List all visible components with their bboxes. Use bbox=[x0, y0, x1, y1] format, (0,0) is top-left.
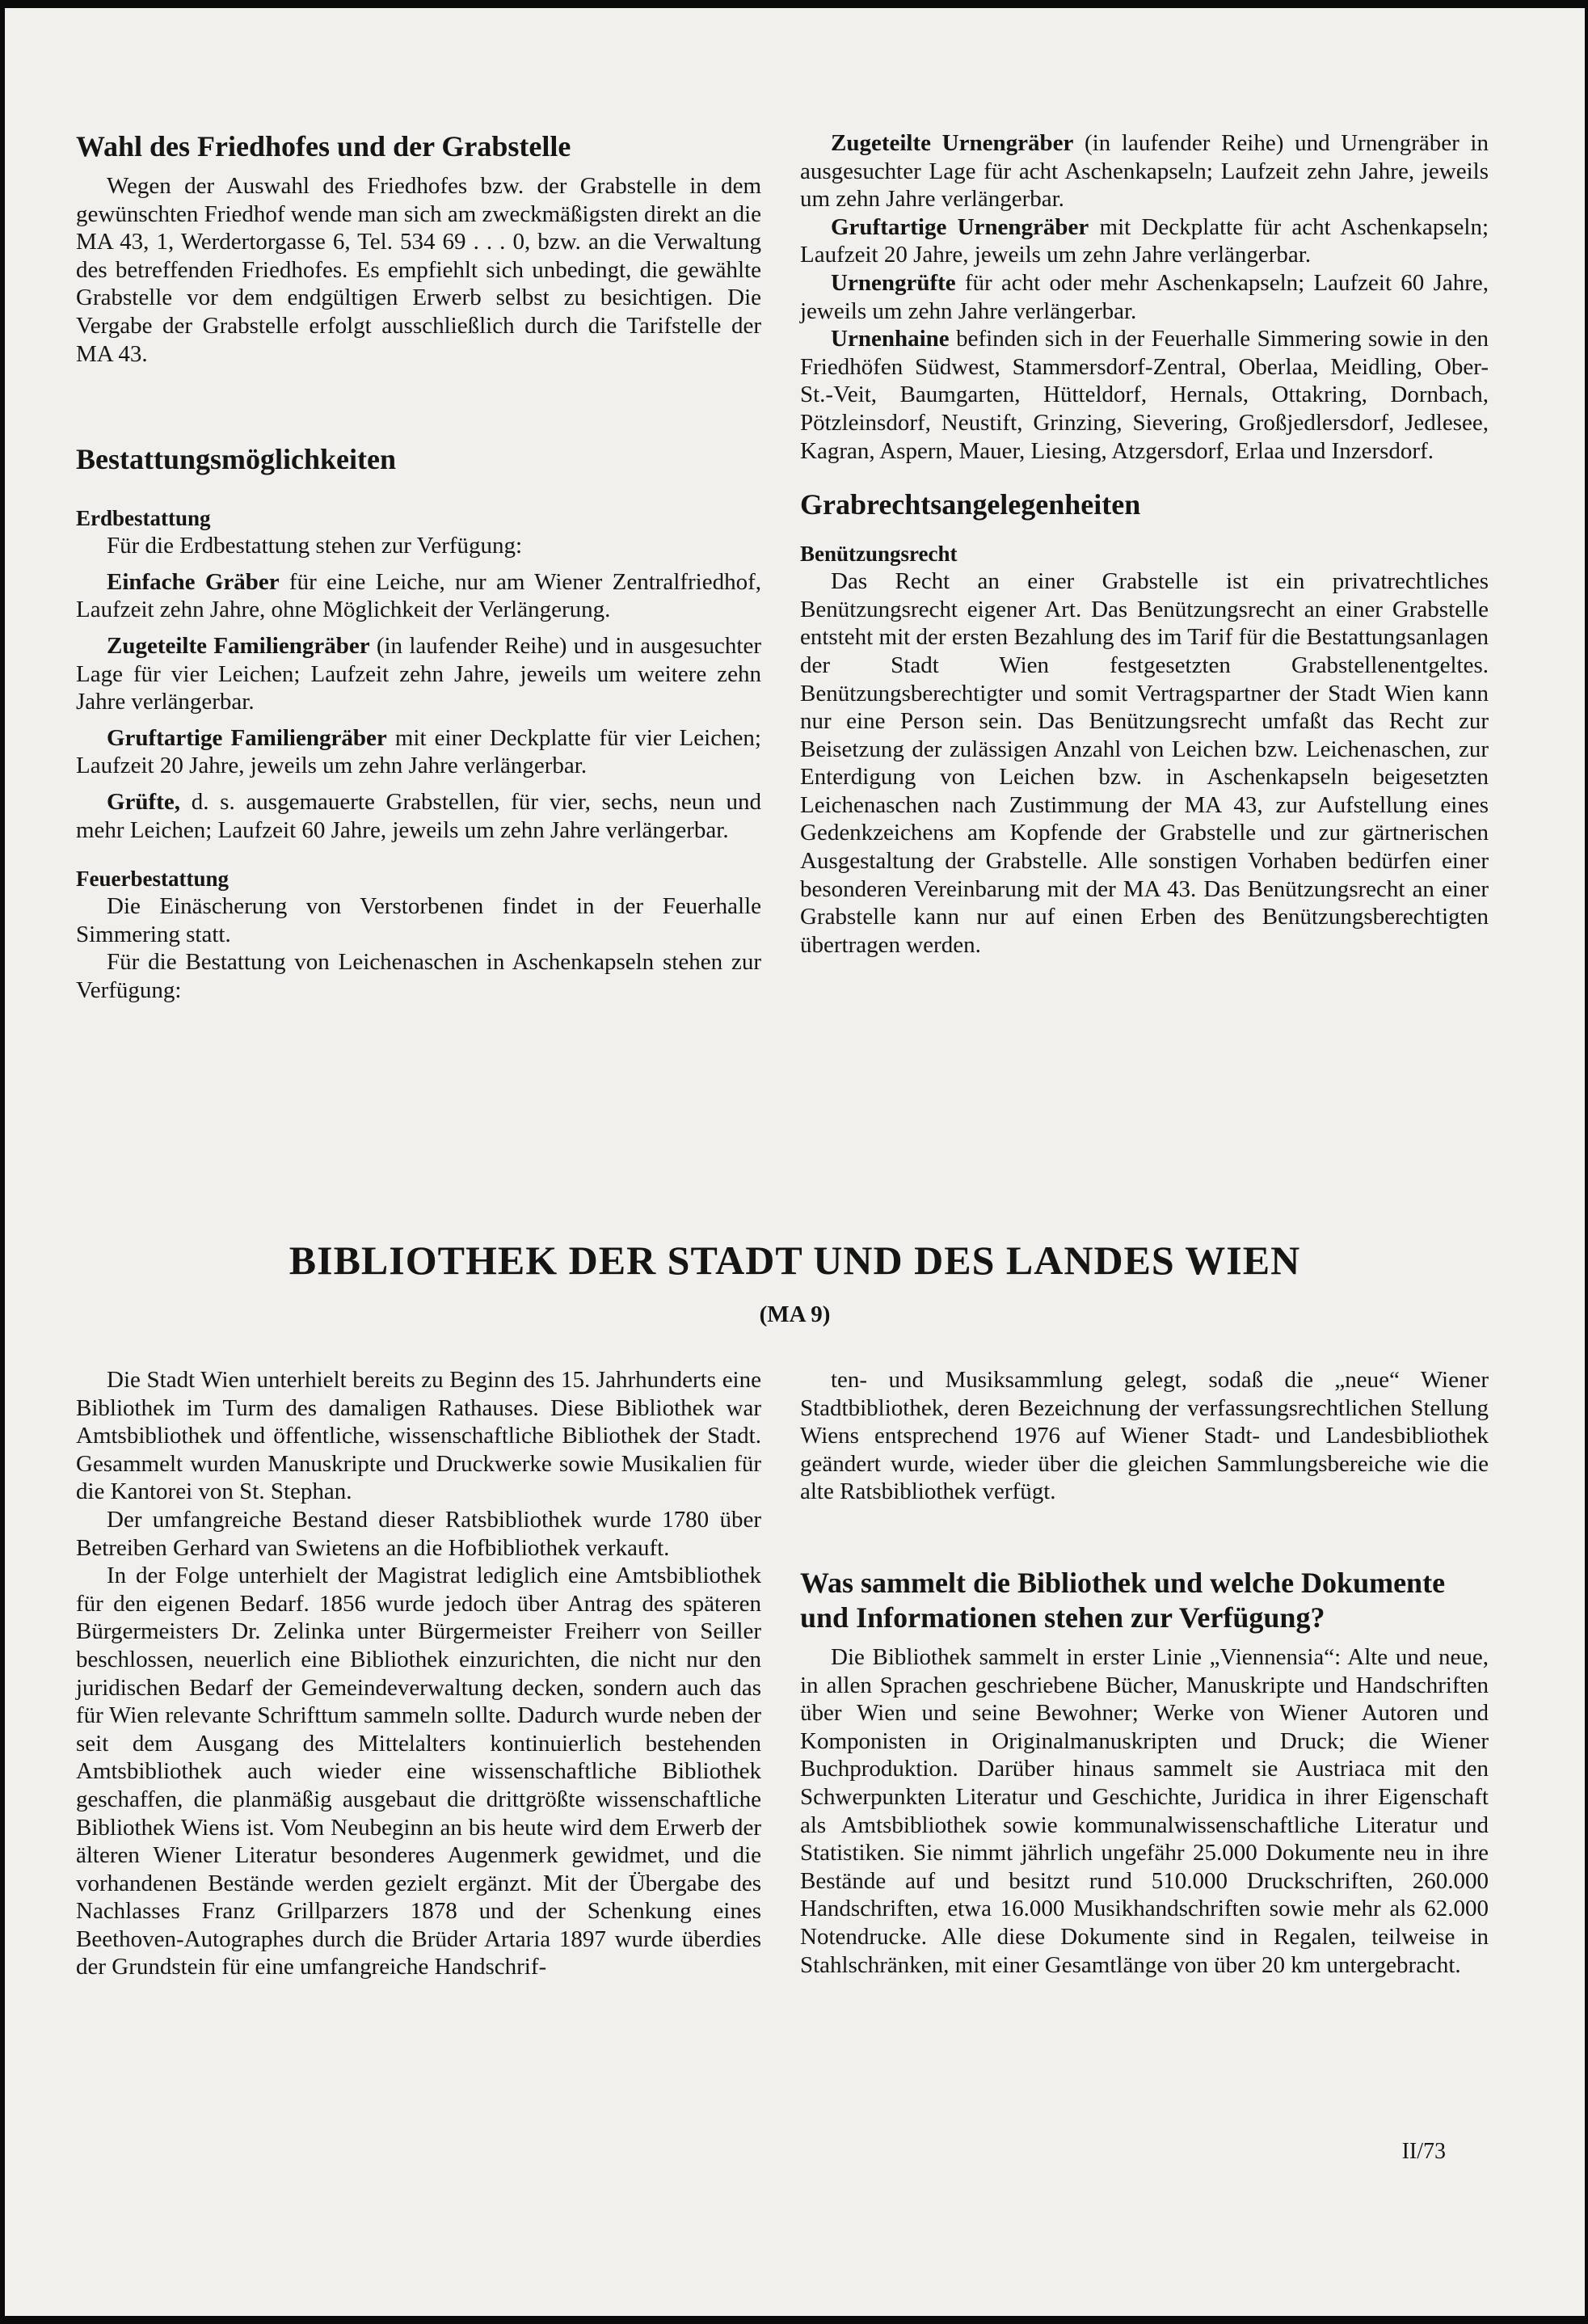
zugeteilte-familiengraeber-paragraph bbox=[76, 632, 761, 716]
wahl-heading: Wahl des Friedhofes und der Grabstelle bbox=[76, 130, 571, 162]
einfache-term: Einfache Gräber bbox=[107, 568, 280, 595]
gruefte-text: d. s. ausgemauerte Grabstellen, für vier, sechs, neun und mehr Leichen; Laufzeit 60 Jahre, jeweils um zehn Jahre verlängerbar. bbox=[76, 788, 761, 843]
zugeteilte-familiengraeber-term: Zugeteilte Familiengräber bbox=[107, 632, 370, 659]
urnengruefte-paragraph bbox=[800, 269, 1489, 325]
library-paragraph-4: ten- und Musiksammlung gelegt, sodaß die „neue“ Wiener Stadtbibliothek, deren Bezeichnung der verfassungsrechtlichen Stellung Wiens entsprechend 1976 auf Wiener Stadt- und Landesbibliothek geändert wurde, wieder über die gleichen Sammlungsbereiche wie die alte Ratsbibliothek verfügt. bbox=[800, 1367, 1489, 1505]
grabrecht-heading: Grabrechtsangelegenheiten bbox=[800, 488, 1141, 521]
bottom-right-column bbox=[800, 1366, 1489, 1979]
library-paragraph-1: Die Stadt Wien unterhielt bereits zu Beginn des 15. Jahrhunderts eine Bibliothek im Turm des damaligen Rathauses. Diese Bibliothek war Amtsbibliothek und öffentliche, wissenschaftliche Bibliothek der Stadt. Gesammelt wurden Manuskripte und Druckwerke sowie Musikalien für die Kantorei von St. Stephan. bbox=[76, 1367, 761, 1505]
library-paragraph-2: Der umfangreiche Bestand dieser Ratsbibliothek wurde 1780 über Betreiben Gerhard van Swietens an die Hofbibliothek verkauft. bbox=[76, 1506, 761, 1561]
collection-heading: Was sammelt die Bibliothek und welche Dokumente und Informationen stehen zur Verfügung? bbox=[800, 1566, 1446, 1634]
erd-intro-paragraph: Für die Erdbestattung stehen zur Verfügung: bbox=[107, 533, 523, 559]
bestattung-heading: Bestattungsmöglichkeiten bbox=[76, 443, 396, 476]
urnengruefte-text: für acht oder mehr Aschenkapseln; Laufzeit 60 Jahre, jeweils um zehn Jahre verlängerbar. bbox=[800, 269, 1489, 324]
collection-paragraph: Die Bibliothek sammelt in erster Linie „Viennensia“: Alte und neue, in allen Sprachen geschriebene Bücher, Manuskripte und Handschriften über Wien und seine Bewohner; Werke von Wiener Autoren und Komponisten in Originalmanuskripten und Druck; die Wiener Buchproduktion. Darüber hinaus sammelt sie Austriaca mit den Schwerpunkten Literatur und Geschichte, Juridica in ihrer Eigenschaft als Amtsbibliothek sowie kommunalwissenschaftliche Literatur und Statistiken. Sie nimmt jährlich ungefähr 25.000 Dokumente neu in ihre Bestände auf und besitzt rund 510.000 Druckschriften, 260.000 Handschriften, etwa 16.000 Musikhandschriften sowie mehr als 62.000 Notendrucke. Alle diese Dokumente sind in Regalen, teilweise in Stahlschränken, mit einer Gesamtlänge von über 20 km untergebracht. bbox=[800, 1643, 1489, 1978]
feuer-paragraph-2: Für die Bestattung von Leichenaschen in Aschenkapseln stehen zur Verfügung: bbox=[76, 949, 761, 1003]
erdbestattung-heading: Erdbestattung bbox=[76, 506, 211, 531]
urnenhaine-paragraph bbox=[800, 325, 1489, 465]
einfache-text: für eine Leiche, nur am Wiener Zentralfriedhof, Laufzeit zehn Jahre, ohne Möglichkeit der Verlängerung. bbox=[76, 568, 761, 623]
bottom-left-column bbox=[76, 1366, 761, 1981]
section-title: BIBLIOTHEK DER STADT UND DES LANDES WIEN bbox=[289, 1238, 1301, 1283]
urnengruefte-term: Urnengrüfte bbox=[831, 269, 956, 296]
urnengraeber-text: (in laufender Reihe) und Urnengräber in ausgesuchter Lage für acht Aschenkapseln; Laufzeit zehn Jahre, jeweils um zehn Jahre verlängerbar. bbox=[800, 130, 1489, 213]
gruftartige-urnengraeber-text: mit Deckplatte für acht Aschenkapseln; Laufzeit 20 Jahre, jeweils um zehn Jahre verlängerbar. bbox=[800, 213, 1489, 268]
wahl-paragraph: Wegen der Auswahl des Friedhofes bzw. der Grabstelle in dem gewünschten Friedhof wende man sich am zweckmäßigsten direkt an die MA 43, 1, Werdertorgasse 6, Tel. 534 69 . . . 0, bzw. an die Verwaltung des betreffenden Friedhofes. Es empfiehlt sich unbedingt, die gewählte Grabstelle vor dem endgültigen Erwerb selbst zu besichtigen. Die Vergabe der Grabstelle erfolgt ausschließlich durch die Tarifstelle der MA 43. bbox=[76, 173, 761, 367]
gruftartige-familiengraeber-paragraph bbox=[76, 724, 761, 780]
top-left-column bbox=[76, 129, 761, 1004]
gruefte-paragraph bbox=[76, 788, 761, 844]
einfache-paragraph bbox=[76, 568, 761, 624]
gruftartige-urnengraeber-term: Gruftartige Urnengräber bbox=[831, 213, 1089, 240]
top-right-column bbox=[800, 129, 1489, 959]
benuetzungsrecht-heading: Benützungsrecht bbox=[800, 542, 958, 567]
gruefte-term: Grüfte, bbox=[107, 788, 180, 815]
urnenhaine-term: Urnenhaine bbox=[831, 326, 950, 352]
feuer-paragraph-1: Die Einäscherung von Verstorbenen findet in der Feuerhalle Simmering statt. bbox=[76, 893, 761, 947]
gruftartige-familiengraeber-term: Gruftartige Familiengräber bbox=[107, 724, 387, 751]
feuerbestattung-heading: Feuerbestattung bbox=[76, 867, 229, 892]
gruftartige-urnengraeber-paragraph bbox=[800, 213, 1489, 269]
benuetzungsrecht-paragraph: Das Recht an einer Grabstelle ist ein privatrechtliches Benützungsrecht eigener Art. Das Benützungsrecht an einer Grabstelle entsteht mit der ersten Bezahlung des im Tarif für die Bestattungsanlagen der Stadt Wien festgesetzten Grabstellenentgeltes. Benützungsberechtigter und somit Vertragspartner der Stadt Wien kann nur eine Person sein. Das Benützungsrecht umfaßt das Recht zur Beisetzung der zulässigen Anzahl von Leichen bzw. Leichenaschen, zur Enterdigung von Leichen bzw. in Aschenkapseln beigesetzten Leichenaschen nach Zustimmung der MA 43, zur Aufstellung eines Gedenkzeichens am Kopfende der Grabstelle und zur gärtnerischen Ausgestaltung der Grabstelle. Alle sonstigen Vorhaben bedürfen einer besonderen Vereinbarung mit der MA 43. Das Benützungsrecht an einer Grabstelle kann nur auf einen Erben des Benützungsberechtigten übertragen werden. bbox=[800, 568, 1489, 958]
urnengraeber-term: Zugeteilte Urnengräber bbox=[831, 130, 1074, 156]
section-subtitle: (MA 9) bbox=[759, 1301, 831, 1327]
urnenhaine-text: befinden sich in der Feuerhalle Simmering sowie in den Friedhöfen Südwest, Stammersdorf-Zentral, Oberlaa, Meidling, Ober-St.-Veit, Baumgarten, Hütteldorf, Hernals, Ottakring, Dornbach, Pötzleinsdorf, Neustift, Grinzing, Sievering, Großjedlersdorf, Jedlesee, Kagran, Aspern, Mauer, Liesing, Atzgersdorf, Erlaa und Inzersdorf. bbox=[800, 326, 1489, 464]
library-paragraph-3: In der Folge unterhielt der Magistrat lediglich eine Amtsbibliothek für den eigenen Bedarf. 1856 wurde jedoch über Antrag des späteren Bürgermeisters Dr. Zelinka unter Bürgermeister Freiherr von Seiller beschlossen, neuerlich eine Bibliothek einzurichten, die nicht nur den juridischen Bedarf der Gemeindeverwaltung decken, sondern auch das für Wien relevante Schrifttum sammeln sollte. Dadurch wurde neben der seit dem Ausgang des Mittelalters kontinuierlich bestehenden Amtsbibliothek auch wieder eine wissenschaftliche Bibliothek geschaffen, die planmäßig ausgebaut die drittgrößte wissenschaftliche Bibliothek Wiens ist. Vom Neubeginn an bis heute wird dem Erwerb der älteren Wiener Literatur besonderes Augenmerk gewidmet, und die vorhandenen Bestände werden gezielt ergänzt. Mit der Übergabe des Nachlasses Franz Grillparzers 1878 und der Schenkung eines Beethoven-Autographes durch die Brüder Artaria 1897 wurde überdies der Grundstein für eine umfangreiche Handschrif- bbox=[76, 1563, 761, 1980]
zugeteilte-familiengraeber-text: (in laufender Reihe) und in ausgesuchter Lage für vier Leichen; Laufzeit zehn Jahre, jeweils um weitere zehn Jahre verlängerbar. bbox=[76, 632, 761, 715]
document-page bbox=[5, 8, 1585, 2316]
page-number: II/73 bbox=[1401, 2139, 1446, 2164]
gruftartige-familiengraeber-text: mit einer Deckplatte für vier Leichen; Laufzeit 20 Jahre, jeweils um zehn Jahre verlängerbar. bbox=[76, 724, 761, 779]
urnengraeber-paragraph bbox=[800, 129, 1489, 213]
